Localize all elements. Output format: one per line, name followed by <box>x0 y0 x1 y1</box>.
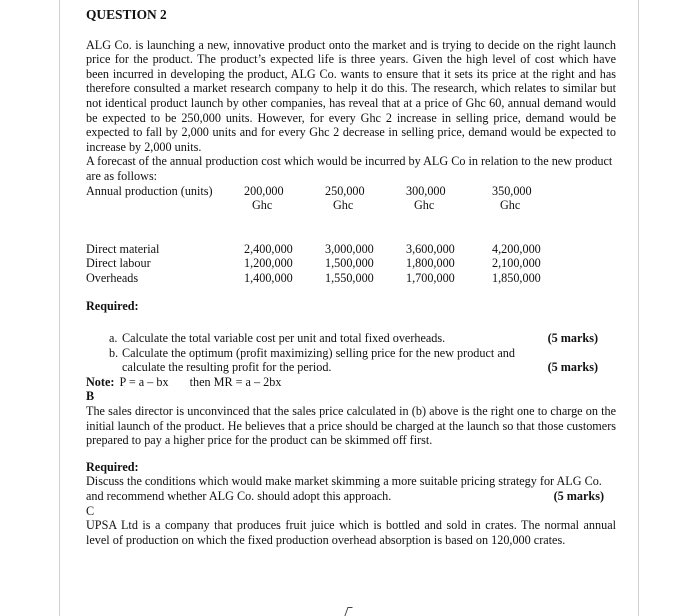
cell-value: 2,400,000 <box>244 241 293 256</box>
formula-mr: then MR = a – 2bx <box>189 374 282 389</box>
required-heading-a: Required: <box>86 298 139 313</box>
section-b-letter: B <box>86 389 95 404</box>
question-title: QUESTION 2 <box>86 7 167 22</box>
cell-value: 4,200,000 <box>492 241 541 256</box>
table-row <box>86 271 582 286</box>
list-item <box>109 345 616 375</box>
intro-paragraph: ALG Co. is launching a new, innovative product onto the market and is trying to decide on the right launch price for the product. The product’s expected life is three years. Given the high level of cost which have been incurred in developing the product, ALG Co. wants to ensure that it sets its price at the right and has therefore consulted a market research company to help it do this. The research, which relates to similar but not identical product launch by other companies, has reveal that at a price of Ghc 60, annual demand would be expected to be 250,000 units. However, for every Ghc 2 increase in selling price, demand would be expected to fall by 2,000 units and for every Ghc 2 decrease in selling price, demand would be expected to increase by 2,000 units. <box>86 37 616 154</box>
cell-value: 1,800,000 <box>406 256 455 271</box>
table-header-row <box>86 184 582 199</box>
row-label: Direct labour <box>86 256 151 271</box>
cell-value: 3,000,000 <box>325 241 374 256</box>
marks-label: (5 marks) <box>553 489 604 504</box>
currency-cell: Ghc <box>500 198 521 213</box>
section-c-letter: C <box>86 503 95 518</box>
cell-value: 3,600,000 <box>406 241 455 256</box>
required-list <box>86 331 616 375</box>
row-label: Direct material <box>86 241 160 256</box>
table-row <box>86 256 582 271</box>
row-label: Overheads <box>86 270 139 285</box>
item-letter: b. <box>109 345 119 360</box>
cell-value: 1,700,000 <box>406 270 455 285</box>
list-item <box>109 331 616 346</box>
formula-price: P = a – bx <box>119 374 169 389</box>
cell-value: 1,200,000 <box>244 256 293 271</box>
marks-label: (5 marks) <box>547 331 598 346</box>
cell-value: 1,400,000 <box>244 270 293 285</box>
table-row <box>86 242 582 257</box>
cell-value: 2,100,000 <box>492 256 541 271</box>
note-line <box>86 375 616 390</box>
document-body <box>86 8 616 547</box>
required-text: Discuss the conditions which would make market skimming a more suitable pricing strategy for ALG Co. and recommend whether ALG Co. should adopt this approach. <box>86 474 602 504</box>
item-text: Calculate the optimum (profit maximizing) selling price for the new product and calculate the resulting profit for the period. <box>122 345 515 375</box>
currency-cell: Ghc <box>252 198 273 213</box>
section-c-text: UPSA Ltd is a company that produces fruit juice which is bottled and sold in crates. The normal annual level of production on which the fixed production overhead absorption is based on 120,000 crates. <box>86 518 616 547</box>
item-letter: a. <box>109 331 118 346</box>
production-cost-table <box>86 184 582 286</box>
cell-value: 1,500,000 <box>325 256 374 271</box>
section-b-text: The sales director is unconvinced that the sales price calculated in (b) above is the right one to charge on the initial launch of the product. He believes that a price should be charged at the launch so that those customers prepared to pay a higher price for the product can be skimmed off first. <box>86 404 616 448</box>
forecast-paragraph: A forecast of the annual production cost which would be incurred by ALG Co in relation to the new product are as follows: <box>86 154 613 183</box>
cell-value: 1,850,000 <box>492 270 541 285</box>
level-350k: 350,000 <box>492 183 532 198</box>
level-250k: 250,000 <box>325 183 365 198</box>
item-text: Calculate the total variable cost per unit and total fixed overheads. <box>122 331 446 346</box>
header-label: Annual production (units) <box>86 183 213 198</box>
marks-label: (5 marks) <box>547 360 598 375</box>
required-heading-b: Required: <box>86 459 139 474</box>
section-b-required <box>86 474 616 503</box>
level-200k: 200,000 <box>244 183 284 198</box>
note-label: Note: <box>86 374 115 389</box>
currency-row <box>86 198 582 213</box>
currency-cell: Ghc <box>333 198 354 213</box>
currency-cell: Ghc <box>414 198 435 213</box>
level-300k: 300,000 <box>406 183 446 198</box>
cell-value: 1,550,000 <box>325 270 374 285</box>
